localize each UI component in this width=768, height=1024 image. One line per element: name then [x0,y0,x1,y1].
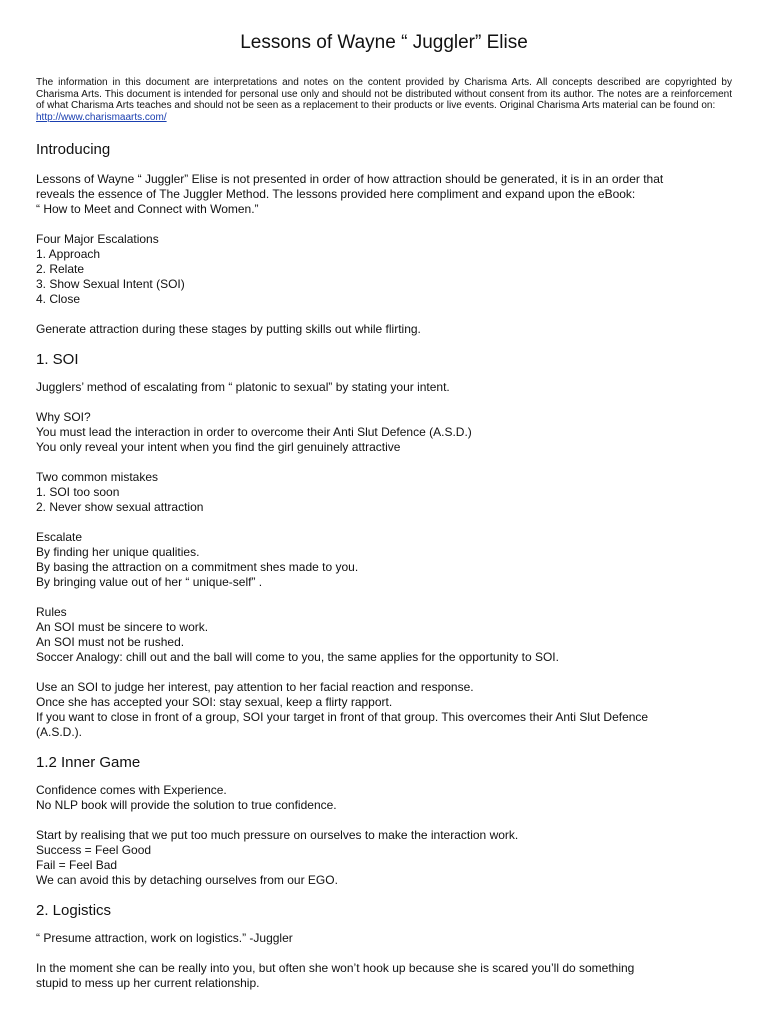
text-line: By bringing value out of her “ unique-self” . [36,575,263,589]
text-line: We can avoid this by detaching ourselves from our EGO. [36,873,338,887]
intro-paragraph [36,172,732,217]
mistakes-title: Two common mistakes [36,470,159,484]
heading-soi: 1. SOI [36,351,79,368]
text-line: Use an SOI to judge her interest, pay attention to her facial reaction and response. [36,680,474,694]
text-line: Fail = Feel Bad [36,858,118,872]
escalate-block [36,530,732,590]
escalations-title: Four Major Escalations [36,232,159,246]
text-line: (A.S.D.). [36,725,83,739]
text-line: By finding her unique qualities. [36,545,200,559]
text-line: An SOI must not be rushed. [36,635,185,649]
disclaimer-text: The information in this document are interpretations and notes on the content provided by Charisma Arts. All concepts described are copyrighted by Charisma Arts. This document is intended for personal use only and should not be distributed without consent from its author. The notes are a reinforcement of what Charisma Arts teaches and should not be seen as a replacement to their products or live events. Original Charisma Arts material can be found on: [36,77,732,111]
soi-usage-block [36,680,732,740]
logistics-paragraph [36,961,732,991]
list-item: 2. Never show sexual attraction [36,500,204,514]
escalate-title: Escalate [36,530,83,544]
logistics-quote: “ Presume attraction, work on logistics.” -Juggler [36,931,293,945]
text-line: Success = Feel Good [36,843,152,857]
text-line: You must lead the interaction in order to overcome their Anti Slut Defence (A.S.D.) [36,425,472,439]
document-title: Lessons of Wayne “ Juggler” Elise [240,32,528,53]
text-line: Soccer Analogy: chill out and the ball will come to you, the same applies for the opportunity to SOI. [36,650,559,664]
text-line: If you want to close in front of a group, SOI your target in front of that group. This overcomes their Anti Slut Defence [36,710,649,724]
text-line: In the moment she can be really into you, but often she won’t hook up because she is scared you’ll do something [36,961,635,975]
pressure-block [36,828,732,888]
mistakes-block [36,470,732,515]
list-item: 4. Close [36,292,81,306]
text-line: An SOI must be sincere to work. [36,620,209,634]
text-line: No NLP book will provide the solution to true confidence. [36,798,337,812]
why-soi-title: Why SOI? [36,410,91,424]
list-item: 2. Relate [36,262,85,276]
rules-title: Rules [36,605,67,619]
intro-line: Lessons of Wayne “ Juggler” Elise is not presented in order of how attraction should be generated, it is in an order that [36,172,664,186]
text-line: You only reveal your intent when you find the girl genuinely attractive [36,440,401,454]
heading-logistics: 2. Logistics [36,902,112,919]
text-line: By basing the attraction on a commitment shes made to you. [36,560,359,574]
text-line: Once she has accepted your SOI: stay sexual, keep a flirty rapport. [36,695,393,709]
intro-line: reveals the essence of The Juggler Method. The lessons provided here compliment and expand upon the eBook: [36,187,636,201]
rules-block [36,605,732,665]
text-line: Confidence comes with Experience. [36,783,227,797]
list-item: 1. SOI too soon [36,485,120,499]
intro-closing: Generate attraction during these stages by putting skills out while flirting. [36,322,421,336]
text-line: stupid to mess up her current relationship. [36,976,260,990]
intro-line: “ How to Meet and Connect with Women.” [36,202,259,216]
heading-inner-game: 1.2 Inner Game [36,754,141,771]
soi-line: Jugglers’ method of escalating from “ platonic to sexual” by stating your intent. [36,380,450,394]
disclaimer [36,77,732,123]
confidence-block [36,783,732,813]
why-soi-block [36,410,732,455]
charisma-arts-link[interactable]: http://www.charismaarts.com/ [36,111,167,123]
heading-introducing: Introducing [36,141,111,158]
list-item: 1. Approach [36,247,101,261]
list-item: 3. Show Sexual Intent (SOI) [36,277,185,291]
escalations-list [36,232,732,307]
text-line: Start by realising that we put too much pressure on ourselves to make the interaction work. [36,828,519,842]
